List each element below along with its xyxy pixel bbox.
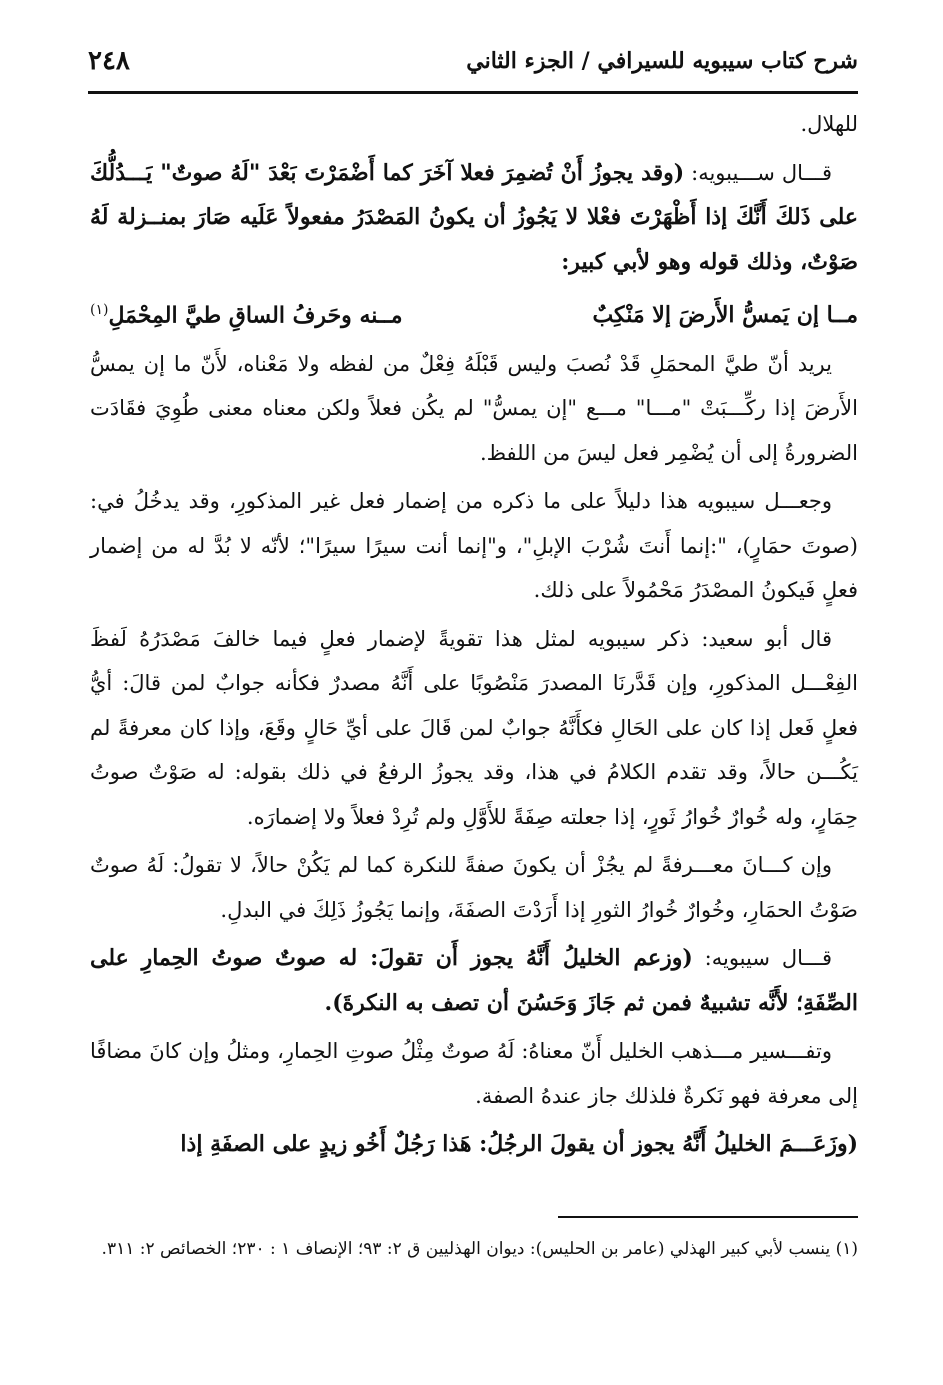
book-title: شرح كتاب سيبويه للسيرافي / الجزء الثاني [466, 48, 858, 74]
footnote-1: (١) ينسب لأبي كبير الهذلي (عامر بن الحليس): ديوان الهذليين ق ٢: ٩٣؛ الإنصاف ١ : ٢٣٠؛ الخصائص ٢: ٣١١. [101, 1239, 858, 1259]
paragraph-4: وجعـــل سيبويه هذا دليلاً على ما ذكره من إضمار فعل غير المذكورِ، وقد يدخُلُ في: (صوتَ حمَارٍ)، ":إنما أَنتَ شُرْبَ الإبلِ"، و"إنما أنت سيرًا سيرًا"؛ لأنّه لا بُدَّ له من إضمار فعلٍ فَيكونُ المصْدَرُ مَحْمُولاً على ذلك. [90, 489, 858, 603]
verse-second-hemistich: مــنه وحَرفُ الساقِ طيَّ المِحْمَلِ [108, 302, 403, 329]
paragraph-2-lead: قـــال ســـيبويه: [684, 160, 832, 185]
footnote-rule [558, 1216, 858, 1218]
paragraph-7-quote: (وزعم الخليلُ أَنَّهُ يجوز أَن تقولَ: له صوتٌ صوتُ الحِمارِ على الصِّفَةِ؛ لأَنَّه تشبيهٌ فمن ثم جَازَ وَحَسُنَ أن تصف به النكرةَ). [90, 945, 858, 1016]
poetry-verse [90, 288, 858, 338]
paragraph-8: وتفـــسير مـــذهب الخليل أَنّ معناهُ: لَهُ صوتٌ مِثْلُ صوتِ الحِمارِ، ومثلُ وإن كانَ مضافًا إلى معرفة فهو نَكرةٌ فلذلك جاز عندهُ الصفة. [90, 1039, 858, 1108]
page-number: ٢٤٨ [88, 46, 130, 76]
paragraph-6: وإن كـــانَ معـــرفةً لم يجُزْ أن يكونَ صفةً للنكرة كما لم يَكُنْ حالاً، لا تقولُ: لَهُ صوتٌ صَوْتُ الحمَارِ، وخُوارٌ خُوارُ الثورِ إذا أَرَدْتَ الصفَةَ، وإنما يَجُوزُ ذَلِكَ في البدلِ. [90, 853, 858, 922]
paragraph-2-quote: (وقد يجوزُ أَنْ تُضمِرَ فعلا آخَرَ كما أَضْمَرْتَ بَعْدَ "لَهُ صوتٌ" يَـــدُلُّكَ على ذَلكَ أَنَّكَ إذا أَظْهَرْتَ فعْلا لا يَجُوزُ أن يكونُ المَصْدَرُ مفعولاً عَلَيه صَارَ بمنــزلة لَهُ صَوْتٌ، وذلك قوله وهو لأبي كبير: [90, 159, 858, 275]
paragraph-3: يريد أنّ طيَّ المحمَلِ قَدْ نُصبَ وليس قَبْلَهُ فِعْلٌ من لفظه ولا مَعْناه، لأَنّ ما إن يمسُّ الأَرضَ إذا ركِّـــبَتْ "مـــا" مـــع "إن يمسُّ" لم يكُن فعلاً ولكن معناه معنى طُوِيَ فقَادَت الضرورةُ إلى أن يُضْمِر فعل ليسَ من اللفظ. [90, 351, 858, 465]
verse-first-hemistich: مــا إن يَمسُّ الأَرضَ إلا مَنْكِبٌ [592, 302, 858, 329]
header-rule [88, 91, 858, 94]
footnotes [90, 1228, 858, 1270]
paragraph-7 [90, 936, 858, 1025]
verse-second-hemistich-wrap [90, 288, 403, 338]
paragraph-2 [90, 151, 858, 285]
main-text [90, 102, 858, 1171]
paragraph-7-lead: قـــال سيبويه: [692, 946, 832, 971]
footnote-reference: (١) [90, 302, 109, 318]
paragraph-5: قال أبو سعيد: ذكر سيبويه لمثل هذا تقويةً لإضمار فعلٍ فيما خالفَ مَصْدَرُهُ لَفظَ الفِعْـــل المذكورِ، وإن قَدَّرنَا المصدرَ مَنْصُوبًا على أَنَّهُ مصدرٌ فكأنه جوابٌ لمن قالَ: أيُّ فعلٍ فَعل إذا كان على الحَالِ فكأَنَّهُ جوابٌ لمن قَالَ على أيِّ حَالٍ وقَعَ، وإذا كان معرفةً لم يَكُـــن حالاً، وقد تقدم الكلامُ في هذا، وقد يجوزُ الرفعُ في ذلك بقوله: له صَوْتٌ صوتُ حِمَارٍ، وله خُوارٌ خُوارُ ثَورٍ، إذا جعلته صِفَةً للأَوَّلِ ولم تُرِدْ فعلاً ولا إضمارَه. [90, 626, 858, 829]
paragraph-1: للهلال. [800, 112, 858, 136]
running-head [88, 34, 858, 88]
paragraph-9: (وزَعَـــمَ الخليلُ أَنَّهُ يجوز أن يقولَ الرجُلُ: هَذا رَجُلٌ أَخُو زيدٍ على الصفَةِ إذا [180, 1131, 858, 1158]
